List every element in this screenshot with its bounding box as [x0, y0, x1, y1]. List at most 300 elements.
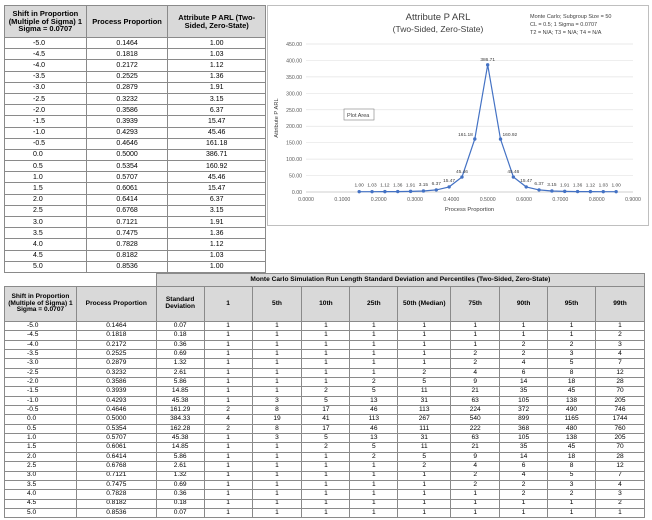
- run-length-cell: 45.38: [156, 396, 204, 405]
- arl-cell-arl: 15.47: [168, 183, 266, 194]
- run-length-cell: 1: [252, 368, 302, 377]
- arl-table-body: [5, 38, 266, 273]
- run-length-cell: 3.0: [5, 471, 77, 480]
- arl-cell-arl: 1.36: [168, 71, 266, 82]
- run-length-cell: 2: [398, 368, 451, 377]
- run-length-cell: 14: [500, 452, 548, 461]
- run-length-cell: 0.36: [156, 340, 204, 349]
- run-length-cell: 70: [596, 443, 645, 452]
- chart-data-label: 386.71: [480, 57, 496, 63]
- run-length-cell: 8: [252, 424, 302, 433]
- run-length-table-row: [5, 443, 645, 452]
- run-length-cell: 0.1464: [76, 322, 156, 331]
- chart-x-axis-label: Process Proportion: [444, 207, 495, 213]
- run-length-cell: 2: [451, 359, 500, 368]
- run-length-cell: 1: [302, 340, 350, 349]
- arl-cell-proportion: 0.3939: [86, 116, 168, 127]
- run-length-cell: 3: [252, 434, 302, 443]
- arl-table-row: [5, 60, 266, 71]
- run-length-cell: 0.7475: [76, 480, 156, 489]
- run-length-table: [4, 273, 645, 518]
- run-length-cell: 45: [548, 387, 596, 396]
- run-length-cell: 2: [500, 490, 548, 499]
- run-length-cell: 0.4293: [76, 396, 156, 405]
- chart-x-tick-label: 0.5000: [479, 197, 496, 203]
- run-length-cell: 0.07: [156, 322, 204, 331]
- run-length-cell: 0.5000: [76, 415, 156, 424]
- run-length-cell: -3.5: [5, 350, 77, 359]
- arl-cell-proportion: 0.6768: [86, 205, 168, 216]
- run-length-header-10: 95th: [548, 287, 596, 322]
- run-length-super-header-row: [5, 274, 645, 287]
- run-length-cell: 205: [596, 434, 645, 443]
- arl-table-row: [5, 38, 266, 49]
- arl-cell-shift: -4.5: [5, 49, 87, 60]
- arl-cell-shift: 1.5: [5, 183, 87, 194]
- run-length-table-row: [5, 471, 645, 480]
- run-length-cell: 4.5: [5, 499, 77, 508]
- run-length-cell: -1.5: [5, 387, 77, 396]
- run-length-cell: 480: [548, 424, 596, 433]
- run-length-cell: 0.0: [5, 415, 77, 424]
- arl-cell-shift: 4.0: [5, 239, 87, 250]
- run-length-cell: -5.0: [5, 322, 77, 331]
- run-length-cell: 1: [451, 322, 500, 331]
- run-length-cell: 1: [252, 331, 302, 340]
- run-length-cell: 1.32: [156, 471, 204, 480]
- run-length-cell: 1: [398, 359, 451, 368]
- run-length-cell: 138: [548, 396, 596, 405]
- run-length-cell: 1: [548, 499, 596, 508]
- run-length-cell: 2: [451, 471, 500, 480]
- arl-header-proportion: Process Proportion: [86, 6, 168, 38]
- run-length-cell: 1: [204, 452, 252, 461]
- run-length-table-row: [5, 499, 645, 508]
- run-length-cell: 12: [596, 368, 645, 377]
- run-length-cell: 490: [548, 406, 596, 415]
- chart-data-label: 6.37: [534, 181, 544, 187]
- chart-data-label: 15.47: [443, 178, 456, 184]
- run-length-cell: 1: [350, 471, 398, 480]
- arl-cell-shift: 2.0: [5, 194, 87, 205]
- chart-data-label: 6.37: [431, 181, 441, 187]
- run-length-cell: 1: [252, 387, 302, 396]
- arl-cell-shift: 5.0: [5, 261, 87, 272]
- run-length-cell: 14.85: [156, 443, 204, 452]
- arl-cell-proportion: 0.6414: [86, 194, 168, 205]
- chart-x-tick-label: 0.6000: [516, 197, 532, 203]
- run-length-header-1: Process Proportion: [76, 287, 156, 322]
- run-length-cell: 0.6414: [76, 452, 156, 461]
- run-length-cell: 2: [302, 387, 350, 396]
- run-length-cell: 1: [350, 331, 398, 340]
- chart-annotation-line-1: Monte Carlo; Subgroup Size = 50: [530, 14, 612, 20]
- run-length-cell: 5: [350, 443, 398, 452]
- run-length-cell: 0.7121: [76, 471, 156, 480]
- run-length-cell: 1: [302, 462, 350, 471]
- run-length-header-4: 5th: [252, 287, 302, 322]
- run-length-cell: 2: [596, 331, 645, 340]
- run-length-cell: 2.61: [156, 462, 204, 471]
- run-length-cell: 35: [500, 443, 548, 452]
- run-length-cell: 1: [204, 378, 252, 387]
- run-length-cell: 1744: [596, 415, 645, 424]
- run-length-cell: 1: [302, 359, 350, 368]
- run-length-table-row: [5, 331, 645, 340]
- run-length-header-8: 75th: [451, 287, 500, 322]
- chart-data-point: [357, 190, 360, 193]
- run-length-cell: 8: [252, 406, 302, 415]
- run-length-cell: 0.5707: [76, 434, 156, 443]
- arl-table-row: [5, 161, 266, 172]
- run-length-cell: 2: [500, 350, 548, 359]
- run-length-cell: 1: [350, 340, 398, 349]
- run-length-cell: 1: [252, 322, 302, 331]
- run-length-cell: 1: [500, 499, 548, 508]
- chart-annotation-line-2: CL = 0.5; 1 Sigma = 0.0707: [530, 22, 598, 28]
- arl-cell-proportion: 0.1464: [86, 38, 168, 49]
- run-length-cell: 2: [350, 378, 398, 387]
- run-length-cell: 1: [302, 322, 350, 331]
- chart-data-point: [537, 188, 540, 191]
- run-length-cell: 28: [596, 452, 645, 461]
- run-length-cell: 2: [204, 424, 252, 433]
- run-length-cell: 3: [548, 480, 596, 489]
- chart-data-point: [602, 190, 605, 193]
- run-length-cell: 1: [204, 387, 252, 396]
- run-length-cell: 63: [451, 434, 500, 443]
- run-length-cell: 1: [596, 322, 645, 331]
- run-length-cell: 372: [500, 406, 548, 415]
- arl-chart: [267, 5, 649, 226]
- arl-cell-arl: 45.46: [168, 127, 266, 138]
- run-length-table-row: [5, 452, 645, 461]
- run-length-cell: 0.5: [5, 424, 77, 433]
- run-length-cell: 4: [500, 359, 548, 368]
- run-length-cell: 1: [302, 490, 350, 499]
- arl-cell-arl: 1.03: [168, 49, 266, 60]
- run-length-cell: 0.7828: [76, 490, 156, 499]
- run-length-table-row: [5, 508, 645, 517]
- run-length-cell: 4.0: [5, 490, 77, 499]
- run-length-cell: 1: [350, 359, 398, 368]
- run-length-cell: 12: [596, 462, 645, 471]
- run-length-cell: 1: [252, 452, 302, 461]
- run-length-cell: 4: [596, 480, 645, 489]
- arl-cell-proportion: 0.3586: [86, 105, 168, 116]
- chart-data-label: 161.18: [458, 132, 473, 138]
- arl-cell-arl: 1.03: [168, 250, 266, 261]
- chart-data-point: [576, 190, 579, 193]
- arl-table: [4, 5, 266, 273]
- run-length-cell: 0.2879: [76, 359, 156, 368]
- run-length-cell: 0.2172: [76, 340, 156, 349]
- run-length-cell: 1.0: [5, 434, 77, 443]
- run-length-table-row: [5, 340, 645, 349]
- arl-cell-arl: 1.36: [168, 228, 266, 239]
- run-length-cell: 13: [350, 396, 398, 405]
- chart-x-tick-labels: [298, 197, 641, 203]
- run-length-cell: 0.18: [156, 331, 204, 340]
- run-length-cell: 1: [204, 340, 252, 349]
- arl-table-row: [5, 172, 266, 183]
- run-length-cell: 1: [204, 396, 252, 405]
- arl-cell-shift: -2.0: [5, 105, 87, 116]
- chart-x-tick-label: 0.7000: [552, 197, 569, 203]
- chart-y-axis-label: Attribute P ARL: [274, 98, 280, 138]
- run-length-cell: 1: [252, 471, 302, 480]
- run-length-cell: 1: [350, 499, 398, 508]
- chart-y-tick-label: 100.00: [286, 157, 302, 164]
- arl-cell-arl: 1.91: [168, 217, 266, 228]
- run-length-cell: 5: [302, 434, 350, 443]
- chart-data-label: 1.12: [585, 183, 596, 189]
- run-length-cell: 13: [350, 434, 398, 443]
- run-length-cell: 138: [548, 434, 596, 443]
- run-length-cell: 1: [350, 462, 398, 471]
- run-length-header-5: 10th: [302, 287, 350, 322]
- run-length-cell: 105: [500, 434, 548, 443]
- arl-cell-shift: -1.0: [5, 127, 87, 138]
- arl-cell-proportion: 0.6061: [86, 183, 168, 194]
- arl-cell-arl: 161.18: [168, 138, 266, 149]
- run-length-cell: 8: [548, 462, 596, 471]
- arl-cell-shift: 1.0: [5, 172, 87, 183]
- arl-cell-arl: 1.91: [168, 82, 266, 93]
- run-length-cell: 18: [548, 378, 596, 387]
- run-length-cell: 1: [204, 434, 252, 443]
- run-length-cell: 1: [302, 350, 350, 359]
- arl-cell-proportion: 0.4293: [86, 127, 168, 138]
- run-length-cell: 1: [500, 322, 548, 331]
- chart-y-tick-label: 150.00: [286, 140, 302, 147]
- run-length-header-0: Shift in Proportion (Multiple of Sigma) 1 Sigma = 0.0707: [5, 287, 77, 322]
- run-length-cell: 5: [350, 387, 398, 396]
- run-length-header-11: 99th: [596, 287, 645, 322]
- run-length-cell: 3: [252, 396, 302, 405]
- run-length-cell: 105: [500, 396, 548, 405]
- run-length-cell: 0.3939: [76, 387, 156, 396]
- run-length-cell: 1: [302, 452, 350, 461]
- run-length-cell: 1: [252, 359, 302, 368]
- arl-table-row: [5, 71, 266, 82]
- run-length-cell: 0.2525: [76, 350, 156, 359]
- run-length-header-row: [5, 287, 645, 322]
- arl-table-row: [5, 228, 266, 239]
- chart-y-tick-label: 0.00: [291, 190, 302, 196]
- run-length-table-row: [5, 359, 645, 368]
- run-length-cell: 1: [500, 508, 548, 517]
- run-length-cell: 3: [596, 490, 645, 499]
- run-length-cell: 4: [451, 368, 500, 377]
- arl-cell-arl: 15.47: [168, 116, 266, 127]
- run-length-cell: 1: [350, 508, 398, 517]
- chart-y-tick-labels: [286, 42, 302, 196]
- run-length-cell: 5: [548, 359, 596, 368]
- run-length-cell: 7: [596, 359, 645, 368]
- run-length-cell: 2: [451, 480, 500, 489]
- run-length-cell: 19: [252, 415, 302, 424]
- run-length-cell: 1: [350, 322, 398, 331]
- chart-data-points: [354, 63, 617, 193]
- run-length-cell: 1: [350, 480, 398, 489]
- run-length-cell: 1: [451, 340, 500, 349]
- chart-data-label: 1.12: [380, 183, 390, 189]
- run-length-cell: 3: [596, 340, 645, 349]
- run-length-cell: -1.0: [5, 396, 77, 405]
- chart-data-point: [409, 190, 412, 193]
- chart-data-label: 1.91: [405, 183, 416, 189]
- chart-y-tick-label: 350.00: [286, 74, 302, 81]
- run-length-cell: 368: [500, 424, 548, 433]
- arl-cell-shift: -0.5: [5, 138, 87, 149]
- run-length-cell: 21: [451, 443, 500, 452]
- run-length-cell: 1: [204, 480, 252, 489]
- run-length-cell: 0.07: [156, 508, 204, 517]
- chart-y-tick-label: 200.00: [286, 124, 302, 131]
- run-length-cell: 1: [204, 368, 252, 377]
- run-length-cell: 205: [596, 396, 645, 405]
- run-length-table-row: [5, 434, 645, 443]
- chart-y-tick-label: 250.00: [286, 107, 302, 114]
- run-length-cell: 1: [204, 443, 252, 452]
- arl-cell-shift: -4.0: [5, 60, 87, 71]
- chart-data-point: [589, 190, 592, 193]
- arl-cell-arl: 1.00: [168, 261, 266, 272]
- arl-cell-proportion: 0.7475: [86, 228, 168, 239]
- chart-data-point: [486, 63, 489, 66]
- run-length-cell: 17: [302, 424, 350, 433]
- run-length-cell: 2: [548, 490, 596, 499]
- chart-data-label: 1.03: [598, 183, 608, 189]
- run-length-header-blank: [5, 274, 157, 287]
- run-length-cell: 5: [548, 471, 596, 480]
- run-length-cell: 1: [398, 499, 451, 508]
- chart-series-line: [359, 65, 616, 192]
- chart-x-tick-label: 0.2000: [370, 197, 387, 203]
- run-length-cell: 4: [500, 471, 548, 480]
- arl-header-arl: Attribute P ARL (Two-Sided, Zero-State): [168, 6, 266, 38]
- arl-cell-proportion: 0.5707: [86, 172, 168, 183]
- arl-cell-arl: 3.15: [168, 205, 266, 216]
- chart-data-point: [614, 190, 617, 193]
- run-length-cell: 0.8536: [76, 508, 156, 517]
- arl-table-header-row: [5, 6, 266, 38]
- chart-data-point: [563, 190, 566, 193]
- chart-data-point: [447, 185, 450, 188]
- run-length-cell: 31: [398, 396, 451, 405]
- chart-data-label: 1.36: [393, 183, 403, 189]
- run-length-cell: 1: [398, 340, 451, 349]
- run-length-cell: 6: [500, 368, 548, 377]
- arl-cell-shift: -2.5: [5, 93, 87, 104]
- chart-data-point: [396, 190, 399, 193]
- chart-annotation-line-3: T2 = N/A; T3 = N/A; T4 = N/A: [530, 30, 602, 36]
- run-length-cell: 899: [500, 415, 548, 424]
- run-length-cell: 1: [252, 340, 302, 349]
- run-length-cell: 1: [302, 508, 350, 517]
- arl-cell-arl: 160.92: [168, 161, 266, 172]
- run-length-table-row: [5, 480, 645, 489]
- run-length-header-9: 90th: [500, 287, 548, 322]
- arl-cell-arl: 6.37: [168, 194, 266, 205]
- run-length-cell: 1: [302, 368, 350, 377]
- chart-data-label: 45.46: [455, 170, 468, 176]
- run-length-cell: 3.5: [5, 480, 77, 489]
- chart-data-point: [550, 189, 553, 192]
- run-length-cell: 9: [451, 452, 500, 461]
- run-length-cell: -2.5: [5, 368, 77, 377]
- arl-cell-proportion: 0.4646: [86, 138, 168, 149]
- run-length-cell: 4: [451, 462, 500, 471]
- run-length-cell: 5.86: [156, 378, 204, 387]
- run-length-cell: 2: [398, 462, 451, 471]
- run-length-cell: 0.1818: [76, 331, 156, 340]
- arl-cell-proportion: 0.3232: [86, 93, 168, 104]
- run-length-cell: 1: [204, 471, 252, 480]
- run-length-cell: -2.0: [5, 378, 77, 387]
- run-length-cell: 746: [596, 406, 645, 415]
- chart-y-tick-label: 450.00: [286, 42, 302, 48]
- run-length-header-7: 50th (Median): [398, 287, 451, 322]
- run-length-cell: 1: [252, 378, 302, 387]
- arl-cell-arl: 1.12: [168, 239, 266, 250]
- chart-data-point: [473, 137, 476, 140]
- run-length-cell: 1: [204, 350, 252, 359]
- chart-x-tick-label: 0.0000: [298, 197, 314, 203]
- run-length-cell: 222: [451, 424, 500, 433]
- run-length-cell: -3.0: [5, 359, 77, 368]
- chart-data-label: 3.15: [547, 182, 557, 188]
- run-length-cell: 113: [398, 406, 451, 415]
- chart-data-label: 3.15: [418, 182, 429, 188]
- run-length-table-row: [5, 424, 645, 433]
- run-length-table-row: [5, 462, 645, 471]
- arl-cell-proportion: 0.7121: [86, 217, 168, 228]
- arl-table-row: [5, 93, 266, 104]
- run-length-cell: 2: [500, 340, 548, 349]
- arl-table-row: [5, 239, 266, 250]
- run-length-cell: 1: [302, 331, 350, 340]
- arl-cell-shift: 0.5: [5, 161, 87, 172]
- arl-table-row: [5, 194, 266, 205]
- run-length-cell: 0.6768: [76, 462, 156, 471]
- run-length-cell: 2: [204, 406, 252, 415]
- run-length-cell: 0.6061: [76, 443, 156, 452]
- run-length-table-body: [5, 322, 645, 518]
- run-length-cell: 1: [204, 462, 252, 471]
- arl-cell-shift: 2.5: [5, 205, 87, 216]
- run-length-cell: 1: [548, 322, 596, 331]
- run-length-cell: 21: [451, 387, 500, 396]
- run-length-cell: 4: [204, 415, 252, 424]
- run-length-cell: 1: [204, 490, 252, 499]
- run-length-cell: 14: [500, 378, 548, 387]
- run-length-cell: -4.0: [5, 340, 77, 349]
- run-length-cell: 1: [451, 499, 500, 508]
- run-length-cell: 14.85: [156, 387, 204, 396]
- arl-cell-shift: 0.0: [5, 149, 87, 160]
- run-length-cell: 1: [204, 322, 252, 331]
- arl-table-row: [5, 217, 266, 228]
- arl-chart-svg: [268, 6, 648, 225]
- run-length-cell: 0.69: [156, 350, 204, 359]
- run-length-cell: 1: [252, 462, 302, 471]
- run-length-table-row: [5, 490, 645, 499]
- arl-table-row: [5, 105, 266, 116]
- run-length-table-row: [5, 406, 645, 415]
- run-length-cell: 1165: [548, 415, 596, 424]
